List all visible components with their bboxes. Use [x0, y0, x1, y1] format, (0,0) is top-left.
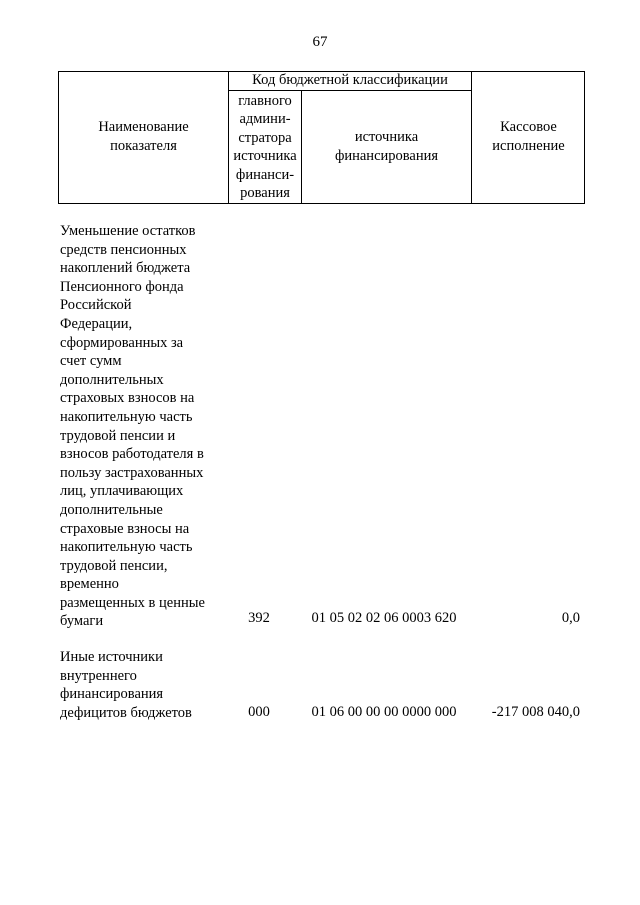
header-group-label: Код бюджетной классификации	[252, 72, 448, 88]
row-admin-code: 000	[248, 704, 270, 720]
header-col-name: Наименование показателя	[98, 119, 189, 154]
header-divider	[228, 90, 471, 91]
row-amount: -217 008 040,0	[491, 704, 580, 720]
row-admin-code: 392	[248, 610, 270, 626]
row-class-code: 01 05 02 02 06 0003 620	[311, 610, 457, 626]
row-name: Уменьшение остатков средств пенсионных накоплений бюджета Пенсионного фонда Российской Федерации, сформированных за счет сумм дополнительных страховых взносов на накопительную часть трудовой пенсии и взносов работодателя в пользу застрахованных лиц, уплачивающих дополнительные страховые взносы на накопительную часть трудовой пенсии, временно размещенных в ценные бумаги	[60, 223, 205, 630]
header-col-source: источника финансирования	[334, 129, 439, 164]
row-amount: 0,0	[561, 610, 580, 626]
header-col-admin: главного админи- стратора источника финанси- рования	[233, 93, 297, 202]
page-number: 67	[312, 34, 328, 50]
header-col-execution: Кассовое исполнение	[492, 119, 565, 154]
row-name: Иные источники внутреннего финансирования дефицитов бюджетов	[60, 649, 192, 721]
row-class-code: 01 06 00 00 00 0000 000	[311, 704, 457, 720]
